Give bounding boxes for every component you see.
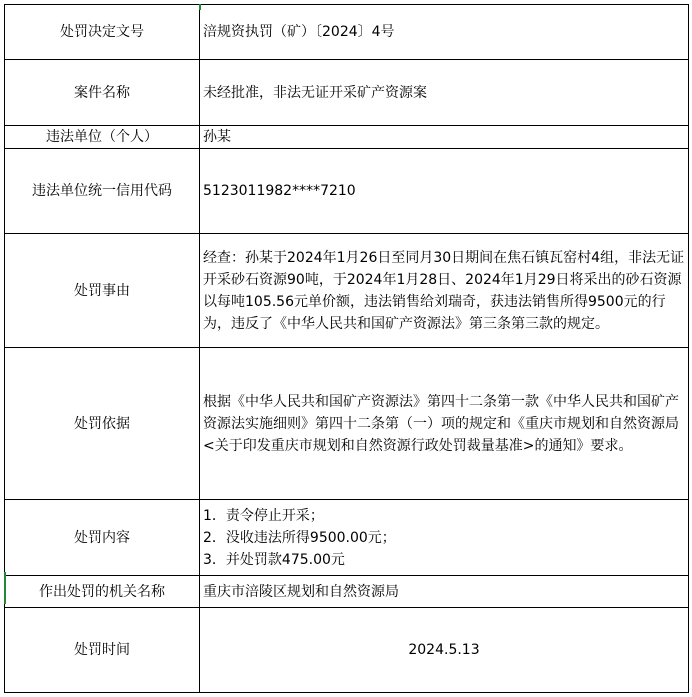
label-decision-number[interactable]: 处罚决定文号	[5, 5, 200, 60]
label-penalty-content[interactable]: 处罚内容	[5, 500, 200, 576]
table-row	[5, 500, 689, 576]
label-credit-code[interactable]: 违法单位统一信用代码	[5, 149, 200, 234]
table-row	[5, 60, 689, 126]
value-violator[interactable]: 孙某	[200, 126, 689, 149]
table-row	[5, 348, 689, 500]
label-violator[interactable]: 违法单位（个人）	[5, 126, 200, 149]
label-penalty-basis[interactable]: 处罚依据	[5, 348, 200, 500]
cell-selection-marker	[199, 4, 201, 10]
value-decision-number[interactable]: 涪规资执罚（矿）〔2024〕4号	[200, 5, 689, 60]
table-row	[5, 126, 689, 149]
table-row	[5, 608, 689, 693]
table-row	[5, 149, 689, 234]
value-credit-code[interactable]: 5123011982****7210	[200, 149, 689, 234]
value-issuing-authority[interactable]: 重庆市涪陵区规划和自然资源局	[200, 576, 689, 608]
row-selection-marker	[4, 572, 6, 604]
label-penalty-reason[interactable]: 处罚事由	[5, 234, 200, 348]
table-row	[5, 5, 689, 60]
label-issuing-authority[interactable]: 作出处罚的机关名称	[5, 576, 200, 608]
penalty-item: 3．并处罚款475.00元	[203, 551, 345, 568]
label-case-name[interactable]: 案件名称	[5, 60, 200, 126]
label-penalty-date[interactable]: 处罚时间	[5, 608, 200, 693]
value-case-name[interactable]: 未经批准，非法无证开采矿产资源案	[200, 60, 689, 126]
table-row	[5, 234, 689, 348]
penalty-item: 1．责令停止开采；	[203, 507, 324, 524]
value-penalty-basis[interactable]: 根据《中华人民共和国矿产资源法》第四十二条第一款《中华人民共和国矿产资源法实施细则》第四十二条第（一）项的规定和《重庆市规划和自然资源局<关于印发重庆市规划和自然资源行政处罚裁量基准>的通知》要求。	[200, 348, 689, 500]
penalty-info-table	[4, 4, 689, 693]
table-row	[5, 576, 689, 608]
value-penalty-content[interactable]	[200, 500, 689, 576]
penalty-item: 2．没收违法所得9500.00元；	[203, 529, 396, 546]
value-penalty-date[interactable]: 2024.5.13	[200, 608, 689, 693]
value-penalty-reason[interactable]: 经查：孙某于2024年1月26日至同月30日期间在焦石镇瓦窑村4组，非法无证开采砂石资源90吨，于2024年1月28日、2024年1月29日将采出的砂石资源以每吨105.56元单价额，违法销售给刘瑞奇，获违法销售所得9500元的行为，违反了《中华人民共和国矿产资源法》第三条第三款的规定。	[200, 234, 689, 348]
